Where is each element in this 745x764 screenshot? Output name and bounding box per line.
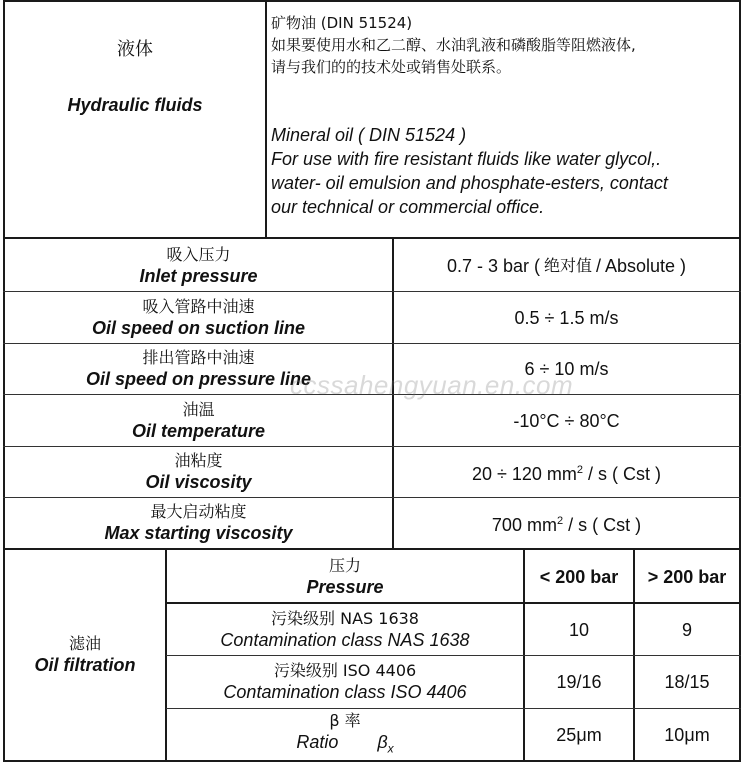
- pressure-col-high: [635, 551, 739, 602]
- row-label-oil-viscosity: [5, 447, 392, 497]
- row-label-en: Max starting viscosity: [104, 523, 293, 543]
- fluids-en-line: our technical or commercial office.: [271, 197, 545, 217]
- row-label-max-viscosity: [5, 498, 392, 548]
- row-label-zh: 吸入压力: [166, 244, 231, 264]
- fluids-en-line: Mineral oil ( DIN 51524 ): [271, 125, 467, 145]
- row-label-zh: 排出管路中油速: [142, 348, 255, 367]
- ratio-value-high: 10μm: [664, 725, 710, 745]
- iso-value-high: 18/15: [664, 672, 710, 692]
- nas-label: [167, 604, 523, 655]
- fluids-label: [5, 40, 265, 160]
- fluids-label-en: Hydraulic fluids: [67, 95, 203, 115]
- filtration-label-zh: 滤油: [68, 634, 101, 653]
- row-value: 20 ÷ 120 $mm^2$ / s ( Cst ): [471, 464, 662, 484]
- row-label-inlet-pressure: [5, 240, 392, 291]
- row-label-pressure-speed: [5, 344, 392, 394]
- row-value-oil-viscosity: [394, 447, 739, 497]
- row-label-en: Oil viscosity: [145, 472, 252, 492]
- pressure-col-low: [525, 551, 633, 602]
- nas-value-high: 9: [681, 619, 692, 640]
- ratio-value-low: 25μm: [556, 725, 602, 745]
- pressure-col-high-label: > 200 bar: [647, 566, 727, 587]
- pressure-col-low-label: < 200 bar: [539, 566, 619, 587]
- row-label-zh: 最大启动粘度: [150, 502, 247, 521]
- row-label-suction-speed: [5, 292, 392, 343]
- row-label-zh: 油粘度: [174, 451, 223, 470]
- watermark: ccssahengyuan.en.com: [290, 370, 574, 400]
- iso-label-en: Contamination class ISO 4406: [223, 682, 467, 702]
- filtration-label-en: Oil filtration: [34, 655, 136, 675]
- row-value: 0.5 ÷ 1.5 m/s: [514, 307, 619, 328]
- ratio-label-zh: β 率: [329, 710, 361, 730]
- fluids-description: [271, 12, 739, 219]
- nas-label-zh: 污染级别 NAS 1638: [271, 608, 419, 628]
- row-label-en: Oil temperature: [131, 420, 266, 441]
- row-value-suction-speed: [394, 292, 739, 343]
- fluids-en-line: water- oil emulsion and phosphate-esters, contact: [271, 173, 668, 193]
- filtration-label: [5, 630, 165, 680]
- row-label-en: Oil speed on suction line: [91, 317, 306, 338]
- nas-value-low: 10: [568, 619, 590, 640]
- row-value: -10°C ÷ 80°C: [513, 410, 620, 431]
- row-value-max-viscosity: [394, 498, 739, 548]
- row-value: 6 ÷ 10 m/s: [524, 359, 609, 379]
- row-value: 700 $mm^2$ / s ( Cst ): [491, 515, 642, 535]
- row-label-en: Inlet pressure: [139, 265, 258, 286]
- ratio-label-en: Ratio $\beta_x$: [296, 731, 394, 756]
- pressure-header-zh: 压力: [328, 555, 361, 575]
- fluids-zh-line: 请与我们的的技术处或销售处联系。: [271, 58, 512, 76]
- row-value-inlet-pressure: [394, 240, 739, 291]
- row-label-zh: 吸入管路中油速: [142, 296, 255, 316]
- row-value-zh: 绝对值: [543, 255, 592, 275]
- divider: [265, 0, 267, 238]
- fluids-label-zh: 液体: [117, 39, 153, 60]
- row-value-pressure-speed: [394, 344, 739, 394]
- iso-label-zh: 污染级别 ISO 4406: [273, 661, 417, 680]
- row-label-zh: 油温: [182, 399, 215, 419]
- pressure-header: [167, 551, 523, 602]
- fluids-en-line: For use with fire resistant fluids like water glycol,.: [271, 149, 662, 169]
- row-value-oil-temperature: [394, 395, 739, 446]
- divider: [3, 548, 741, 550]
- divider: [3, 237, 741, 239]
- row-label-oil-temperature: [5, 395, 392, 446]
- iso-label: [167, 656, 523, 708]
- fluids-zh-line: 如果要使用水和乙二醇、水油乳液和磷酸脂等阻燃液体,: [271, 36, 636, 54]
- row-label-en: Oil speed on pressure line: [85, 369, 312, 389]
- ratio-label: [167, 709, 523, 761]
- row-value-tail: / Absolute ): [596, 255, 687, 276]
- fluids-zh-line: 矿物油 (DIN 51524): [271, 14, 413, 32]
- iso-value-low: 19/16: [556, 672, 602, 692]
- nas-label-en: Contamination class NAS 1638: [220, 629, 470, 650]
- pressure-header-en: Pressure: [306, 576, 384, 597]
- row-value: 0.7 - 3 bar (: [446, 255, 540, 276]
